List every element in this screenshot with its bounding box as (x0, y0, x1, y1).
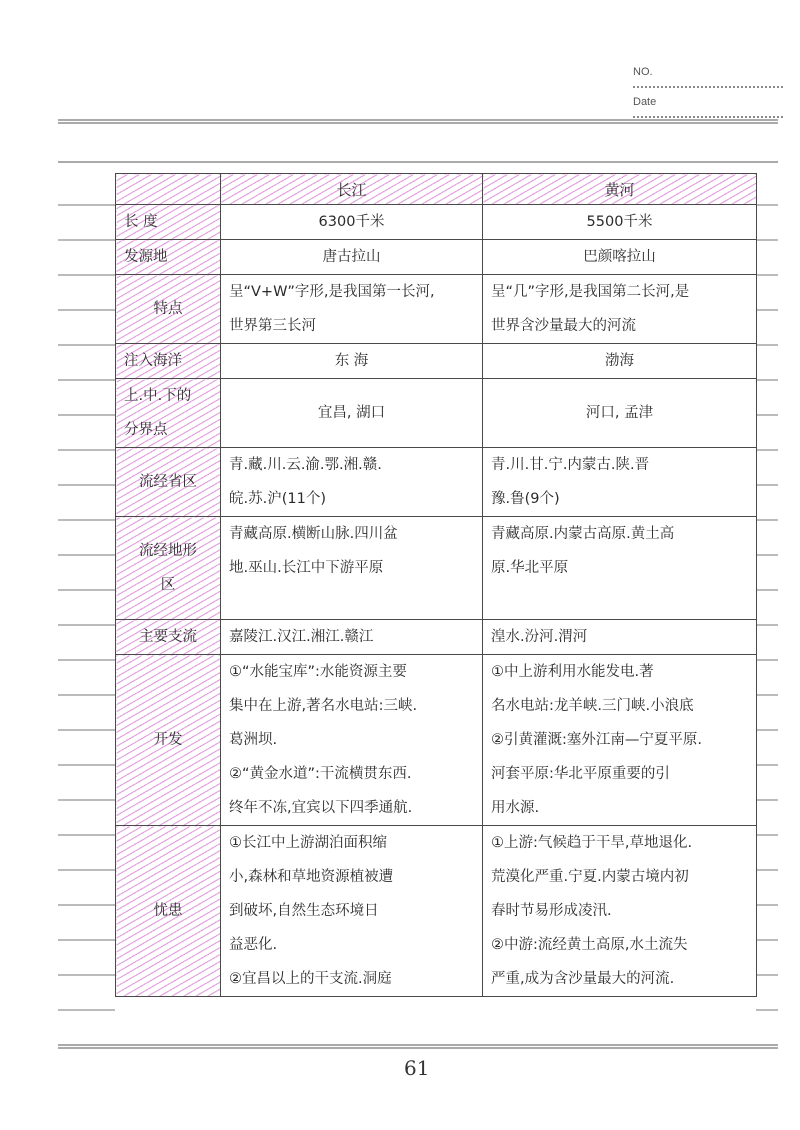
cell-line: 东 海 (334, 353, 369, 369)
cell-line: ①上游:气候趋于干旱,草地退化. (491, 835, 693, 851)
huanghe-cell (483, 655, 757, 826)
cell-line: 皖.苏.沪(11个) (229, 491, 326, 507)
row-label (116, 517, 221, 620)
cell-line (229, 585, 474, 619)
cell-line: 世界含沙量最大的河流 (491, 318, 636, 334)
cell-line (491, 585, 748, 619)
cell-line: 湟水.汾河.渭河 (491, 629, 588, 645)
changjiang-cell (221, 448, 483, 517)
no-field (633, 66, 783, 96)
cell-line: 到破坏,自然生态环境日 (229, 903, 379, 919)
row-label-line: 注入海洋 (124, 353, 182, 369)
row-label (116, 620, 221, 655)
changjiang-cell (221, 826, 483, 997)
row-label (116, 826, 221, 997)
cell-line: ①长江中上游湖泊面积缩 (229, 835, 387, 851)
cell-line: 嘉陵江.汉江.湘江.赣江 (229, 629, 374, 645)
row-label-line: 流经省区 (139, 474, 197, 490)
row-label-line: 区 (160, 577, 176, 593)
changjiang-cell (221, 240, 483, 275)
table-header-row (116, 174, 757, 205)
row-label-line: 流经地形 (139, 543, 197, 559)
cell-line: 小,森林和草地资源植被遭 (229, 869, 394, 885)
date-field (633, 96, 783, 126)
column-header-changjiang: 长江 (221, 174, 483, 205)
cell-line: 益恶化. (229, 937, 278, 953)
cell-line: 渤海 (605, 353, 634, 369)
row-label (116, 240, 221, 275)
changjiang-cell (221, 517, 483, 620)
huanghe-cell (483, 240, 757, 275)
cell-line: ②宜昌以上的干支流.洞庭 (229, 971, 392, 987)
corner-cell (116, 174, 221, 205)
cell-line: 青藏高原.内蒙古高原.黄土高 (491, 526, 675, 542)
changjiang-cell (221, 620, 483, 655)
row-label-line: 上.中.下的 (124, 388, 192, 404)
date-label: Date (633, 96, 657, 108)
cell-line: 荒漠化严重.宁夏.内蒙古境内初 (491, 869, 689, 885)
huanghe-cell (483, 205, 757, 240)
cell-line: 呈“V+W”字形,是我国第一长河, (229, 284, 435, 300)
cell-line: 豫.鲁(9个) (491, 491, 560, 507)
row-label (116, 275, 221, 344)
column-header-huanghe: 黄河 (483, 174, 757, 205)
huanghe-cell (483, 517, 757, 620)
cell-line: 青.川.甘.宁.内蒙古.陕.晋 (491, 457, 650, 473)
huanghe-cell (483, 448, 757, 517)
table-row (116, 379, 757, 448)
row-label (116, 655, 221, 826)
cell-line: 世界第三长河 (229, 318, 316, 334)
cell-line: 葛洲坝. (229, 732, 278, 748)
row-label (116, 205, 221, 240)
row-label (116, 379, 221, 448)
no-dotted-line (633, 86, 783, 88)
row-label-line: 分界点 (124, 422, 168, 438)
row-label-line: 发源地 (124, 249, 168, 265)
cell-line: 5500千米 (586, 214, 653, 230)
table-row (116, 655, 757, 826)
row-label (116, 344, 221, 379)
comparison-table (115, 173, 757, 997)
table-row (116, 517, 757, 620)
notebook-header (633, 66, 783, 126)
cell-line: 巴颜喀拉山 (583, 249, 656, 265)
cell-line: 宜昌, 湖口 (317, 405, 386, 421)
table-row (116, 620, 757, 655)
table-row (116, 205, 757, 240)
cell-line: 青藏高原.横断山脉.四川盆 (229, 526, 398, 542)
cell-line: ②“黄金水道”:干流横贯东西. (229, 766, 412, 782)
cell-line: 名水电站:龙羊峡.三门峡.小浪底 (491, 698, 694, 714)
cell-line: 严重,成为含沙量最大的河流. (491, 971, 675, 987)
cell-line: 河套平原:华北平原重要的引 (491, 766, 670, 782)
row-label-line: 开发 (153, 732, 183, 748)
cell-line: 唐古拉山 (322, 249, 381, 265)
changjiang-cell (221, 344, 483, 379)
cell-line: 原.华北平原 (491, 560, 569, 576)
cell-line: ①“水能宝库”:水能资源主要 (229, 664, 407, 680)
huanghe-cell (483, 344, 757, 379)
cell-line: 用水源. (491, 800, 540, 816)
cell-line: 春时节易形成凌汛. (491, 903, 612, 919)
cell-line: 地.巫山.长江中下游平原 (229, 560, 384, 576)
table-row (116, 826, 757, 997)
cell-line: 河口, 孟津 (585, 405, 654, 421)
huanghe-cell (483, 379, 757, 448)
cell-line: 集中在上游,著名水电站:三峡. (229, 698, 418, 714)
row-label (116, 448, 221, 517)
table-row (116, 448, 757, 517)
page-number: 61 (404, 1056, 430, 1080)
huanghe-cell (483, 275, 757, 344)
row-label-line: 长 度 (124, 214, 158, 230)
cell-line: 6300千米 (318, 214, 385, 230)
huanghe-cell (483, 620, 757, 655)
changjiang-cell (221, 379, 483, 448)
no-label: NO. (633, 66, 653, 78)
table-body (116, 205, 757, 997)
cell-line: 呈“几”字形,是我国第二长河,是 (491, 284, 690, 300)
huanghe-cell (483, 826, 757, 997)
changjiang-cell (221, 205, 483, 240)
cell-line: ②中游:流经黄土高原,水土流失 (491, 937, 688, 953)
changjiang-cell (221, 275, 483, 344)
changjiang-cell (221, 655, 483, 826)
table-row (116, 275, 757, 344)
cell-line: ①中上游利用水能发电.著 (491, 664, 654, 680)
cell-line: 青.藏.川.云.渝.鄂.湘.赣. (229, 457, 382, 473)
row-label-line: 忧患 (153, 903, 183, 919)
cell-line: ②引黄灌溉:塞外江南—宁夏平原. (491, 732, 702, 748)
table-row (116, 240, 757, 275)
date-dotted-line (633, 116, 783, 118)
row-label-line: 特点 (153, 301, 183, 317)
cell-line: 终年不冻,宜宾以下四季通航. (229, 800, 413, 816)
row-label-line: 主要支流 (139, 629, 197, 645)
table-row (116, 344, 757, 379)
